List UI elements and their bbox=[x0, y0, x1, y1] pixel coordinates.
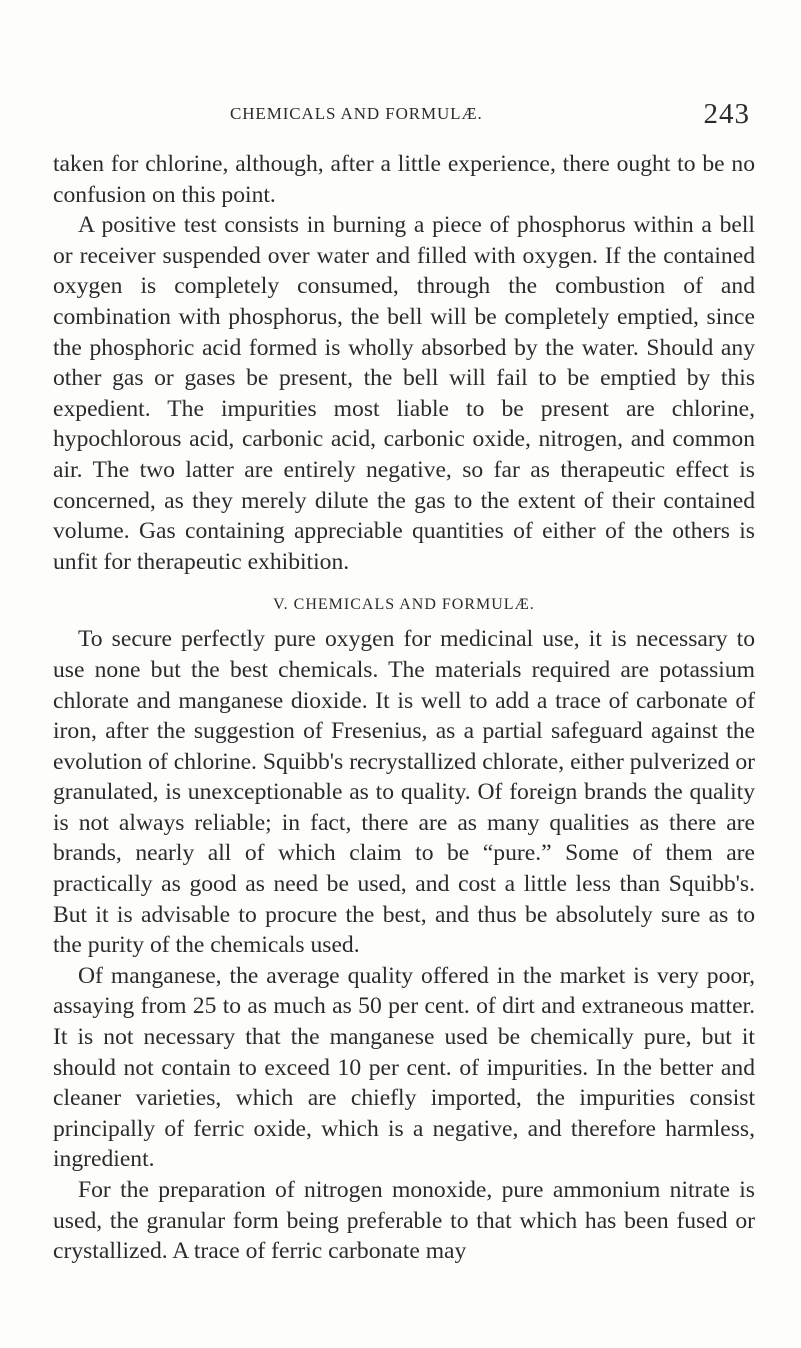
paragraph-pure-oxygen: To secure perfectly pure oxygen for medicinal use, it is necessary to use none but the best chemicals. The materials required are potassium chlorate and manganese dioxide. It is well to add a trace of carbonate of iron, after the suggestion of Fresenius, as a partial safeguard against the evolution of chlorine. Squibb's recrystallized chlorate, either pulverized or granulated, is unexceptionable as to quality. Of foreign brands the quality is not always reliable; in fact, there are as many qualities as there are brands, nearly all of which claim to be “pure.” Some of them are practically as good as need be used, and cost a little less than Squibb's. But it is advisable to procure the best, and thus be absolutely sure as to the purity of the chemicals used. bbox=[53, 626, 755, 959]
paragraph-positive-test: A positive test consists in burning a piece of phosphorus within a bell or receiver suspended over water and filled with oxygen. If the contained oxygen is completely consumed, through the combustion of and combination with phosphorus, the bell will be completely emptied, since the phosphoric acid formed is wholly absorbed by the water. Should any other gas or gases be present, the bell will fail to be emptied by this expedient. The impurities most liable to be present are chlorine, hypochlorous acid, carbonic acid, carbonic oxide, nitrogen, and common air. The two latter are entirely negative, so far as therapeutic effect is concerned, as they merely dilute the gas to the extent of their contained volume. Gas containing appreciable quantities of either of the others is unfit for therapeutic exhibition. bbox=[53, 212, 755, 575]
section-heading: V. CHEMICALS AND FORMULÆ. bbox=[273, 596, 535, 614]
paragraph-manganese: Of manganese, the average quality offered in the market is very poor, assaying from 25 to as much as 50 per cent. of dirt and extraneous matter. It is not necessary that the manganese used be chemically pure, but it should not contain to exceed 10 per cent. of impurities. In the better and cleaner varieties, which are chiefly imported, the impurities consist principally of ferric oxide, which is a negative, and therefore harmless, ingredient. bbox=[53, 962, 755, 1173]
running-title: CHEMICALS AND FORMULÆ. bbox=[230, 104, 483, 123]
paragraph-nitrogen-monoxide: For the preparation of nitrogen monoxide, pure ammonium nitrate is used, the granular form being preferable to that which has been fused or crystallized. A trace of ferric carbonate may bbox=[53, 1177, 755, 1265]
paragraph-continued: taken for chlorine, although, after a little experience, there ought to be no confusion on this point. bbox=[53, 151, 755, 208]
page-number: 243 bbox=[703, 98, 750, 130]
running-header bbox=[230, 98, 750, 136]
body-text bbox=[53, 149, 755, 1267]
